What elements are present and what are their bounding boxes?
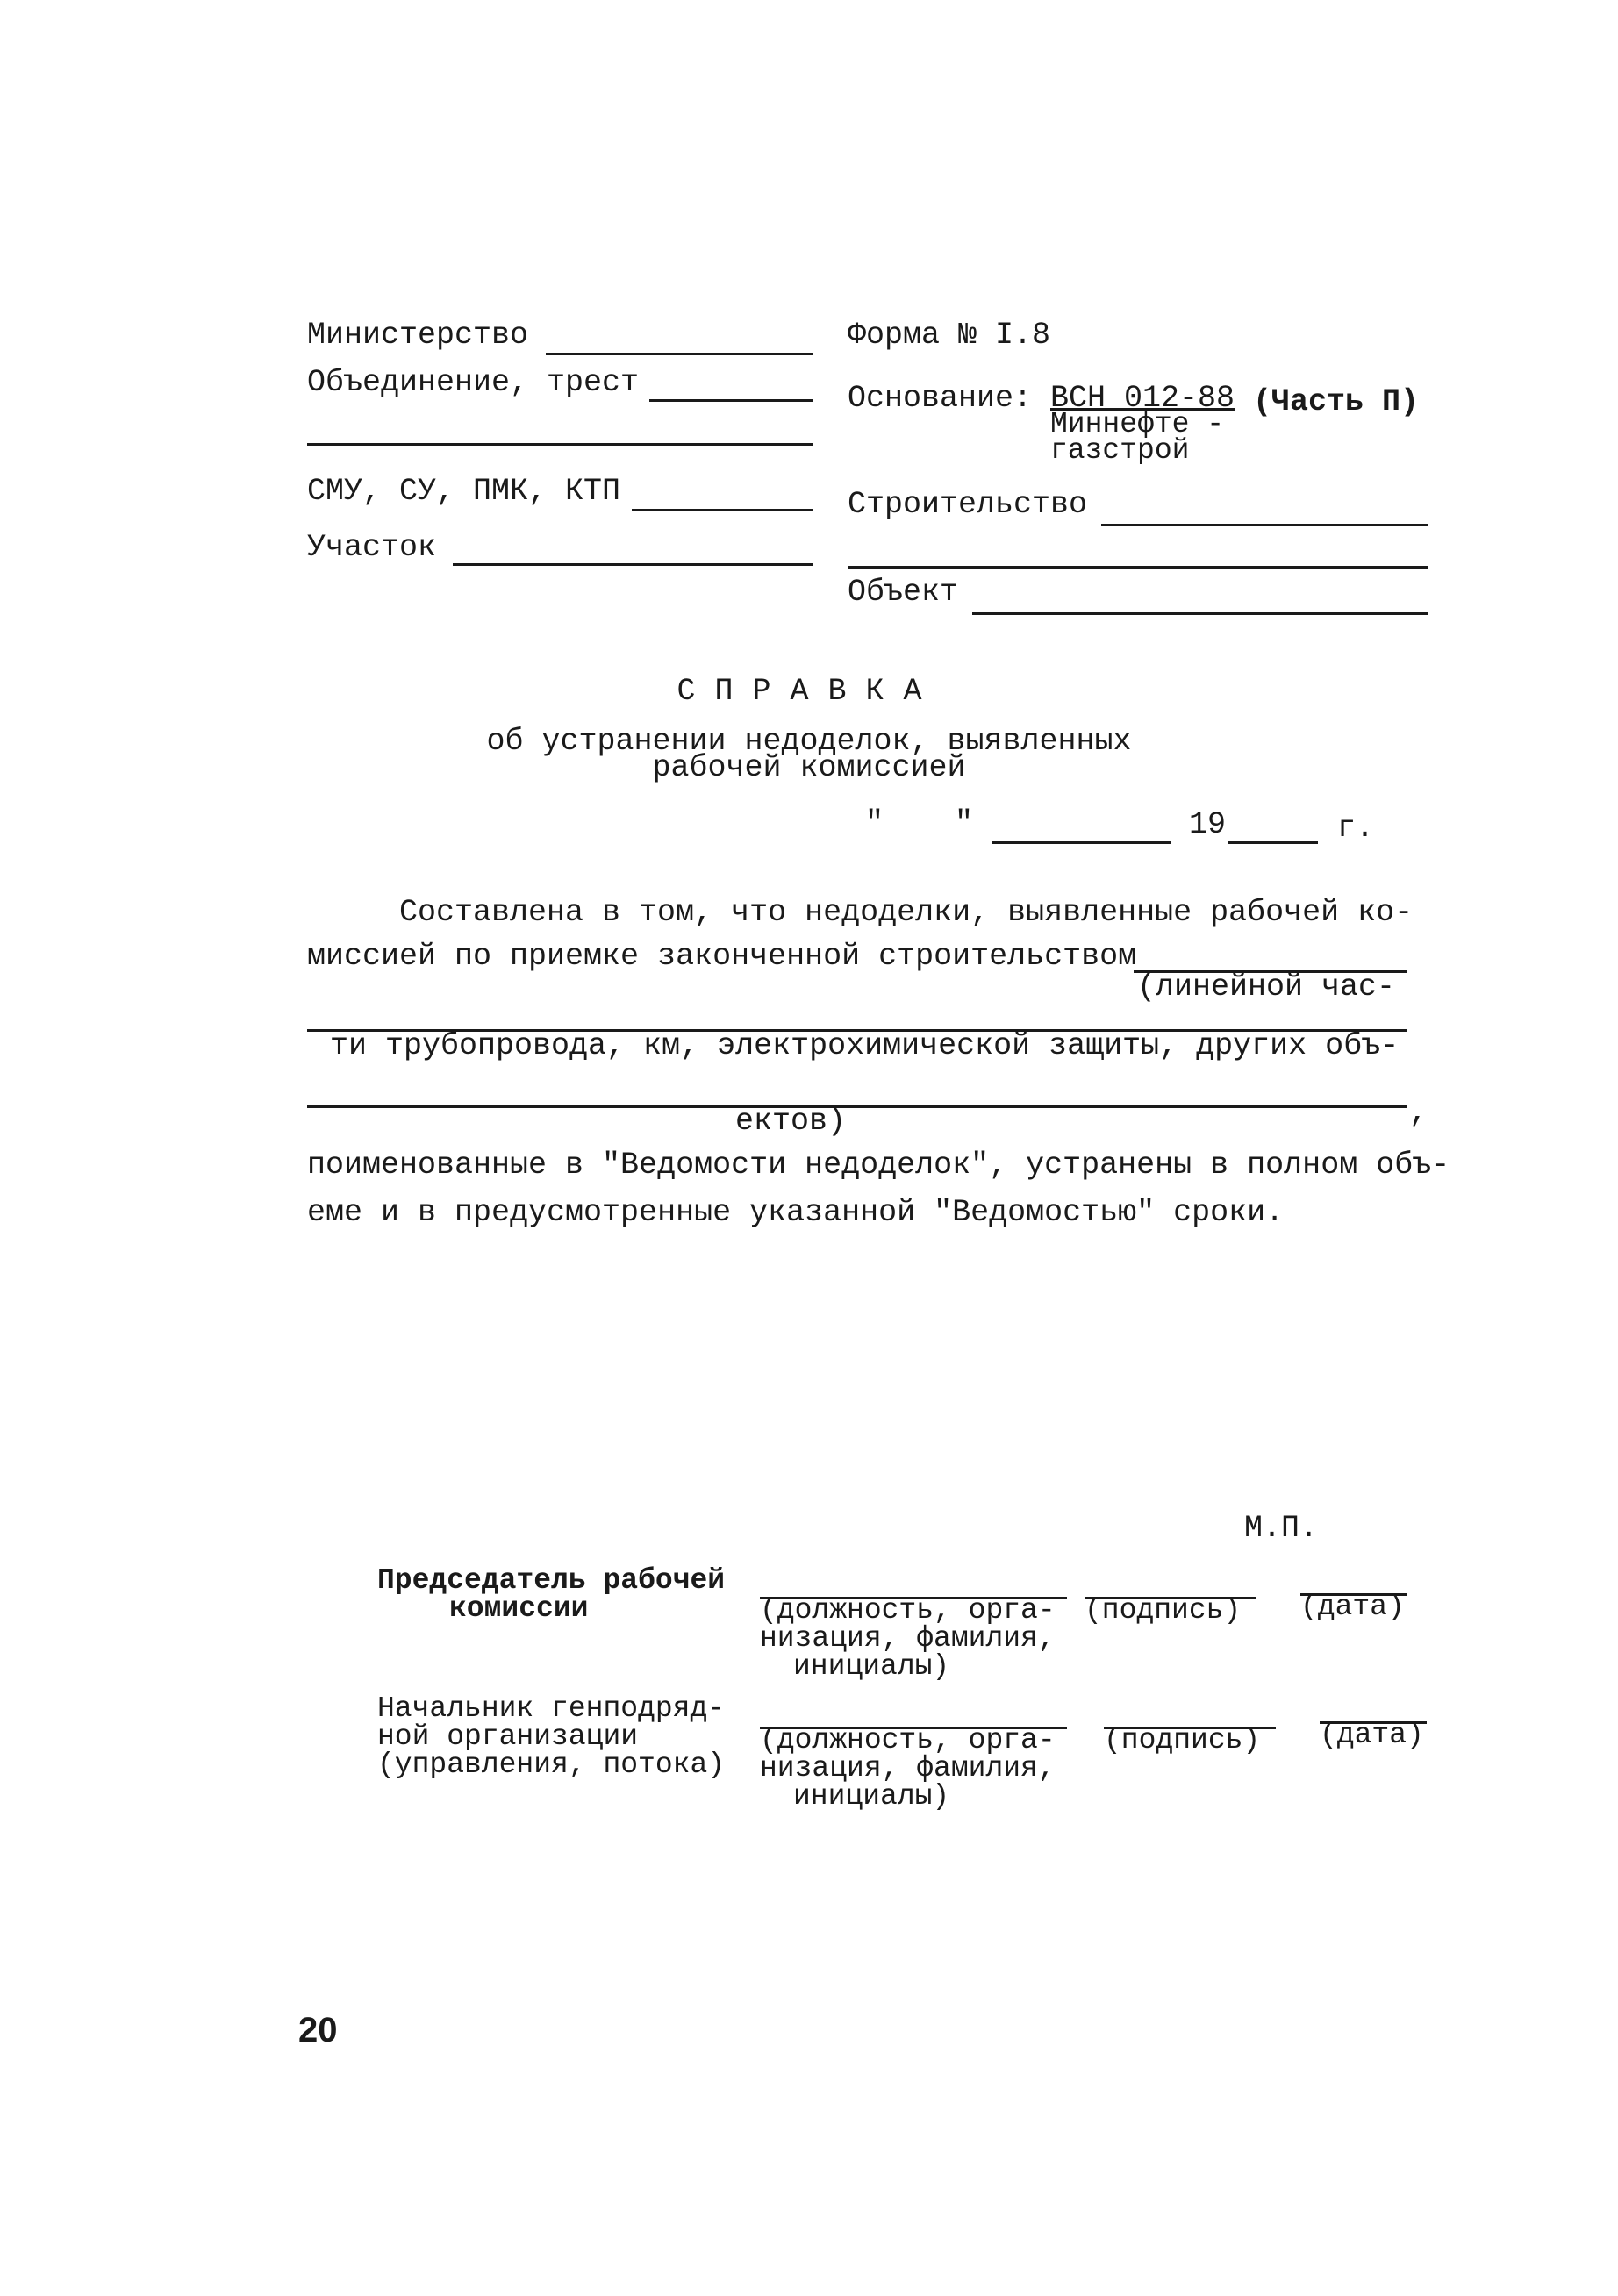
date-quote-open: " [865,805,884,840]
contractor-name-caption-2: низация, фамилия, [760,1752,1056,1785]
ministry-field[interactable] [546,353,813,355]
chairman-role-line-2: комиссии [449,1592,589,1625]
document-title: СПРАВКА [677,674,941,709]
association-label: Объединение, трест [307,365,640,400]
ministry-label: Министерство [307,318,529,353]
construction-label: Строительство [848,487,1088,522]
units-label: СМУ, СУ, ПМК, КТП [307,474,621,509]
date-year-prefix: 19 [1189,807,1227,842]
chairman-name-caption-3: инициалы) [793,1650,950,1683]
section-label: Участок [307,530,437,565]
body-line-3: поименованные в "Ведомости недоделок", устранены в полном объ- [307,1148,1450,1183]
construction-field-continuation[interactable] [848,566,1428,569]
contractor-name-caption-3: инициалы) [793,1780,950,1813]
basis-org-line-2: газстрой [1050,434,1190,467]
basis-code: ВСН 012-88 [1050,381,1235,416]
document-subtitle-line-1: об устранении недоделок, выявленных [486,724,1132,759]
object-name-caption-3: ектов) [735,1104,847,1139]
date-year-suffix: г. [1337,811,1375,846]
association-field[interactable] [649,399,813,402]
units-field[interactable] [632,509,813,511]
contractor-role-line-3: (управления, потока) [377,1749,726,1781]
chairman-name-caption-2: низация, фамилия, [760,1622,1056,1655]
chairman-date-caption: (дата) [1300,1591,1405,1623]
contractor-role-line-2: ной организации [377,1720,639,1753]
page-number: 20 [298,2011,338,2049]
contractor-role-line-1: Начальник генподряд- [377,1692,726,1725]
section-field[interactable] [453,563,813,566]
basis-label: Основание: [848,381,1033,416]
object-field[interactable] [972,612,1428,615]
chairman-name-caption-1: (должность, орга- [760,1594,1056,1627]
contractor-name-caption-1: (должность, орга- [760,1724,1056,1756]
body-line-1: Составлена в том, что недоделки, выявленные рабочей ко- [399,895,1414,930]
object-label: Объект [848,575,959,610]
construction-field[interactable] [1101,524,1428,526]
object-name-field-continuation-2[interactable] [307,1105,1407,1108]
stamp-mark: М.П. [1244,1511,1319,1546]
basis-org-line-1: Миннефте - [1050,408,1225,440]
form-number: Форма № I.8 [848,318,1051,353]
body-line-2: миссией по приемке законченной строительством [307,939,1137,974]
chairman-role-line-1: Председатель рабочей [377,1564,726,1597]
object-name-comma: , [1409,1095,1428,1130]
contractor-signature-caption: (подпись) [1104,1724,1261,1756]
basis-part: (Часть П) [1253,384,1420,419]
body-line-4: еме и в предусмотренные указанной "Ведомостью" сроки. [307,1195,1285,1230]
date-quote-close: " [955,805,974,840]
date-day-month-field[interactable] [992,841,1171,844]
object-name-caption-1: (линейной час- [1137,969,1396,1005]
association-field-continuation[interactable] [307,443,813,446]
chairman-signature-caption: (подпись) [1085,1594,1242,1627]
contractor-date-caption: (дата) [1320,1719,1424,1751]
object-name-caption-2: ти трубопровода, км, электрохимической защиты, других объ- [330,1028,1400,1063]
date-year-field[interactable] [1228,841,1318,844]
document-subtitle-line-2: рабочей комиссией [652,750,966,785]
